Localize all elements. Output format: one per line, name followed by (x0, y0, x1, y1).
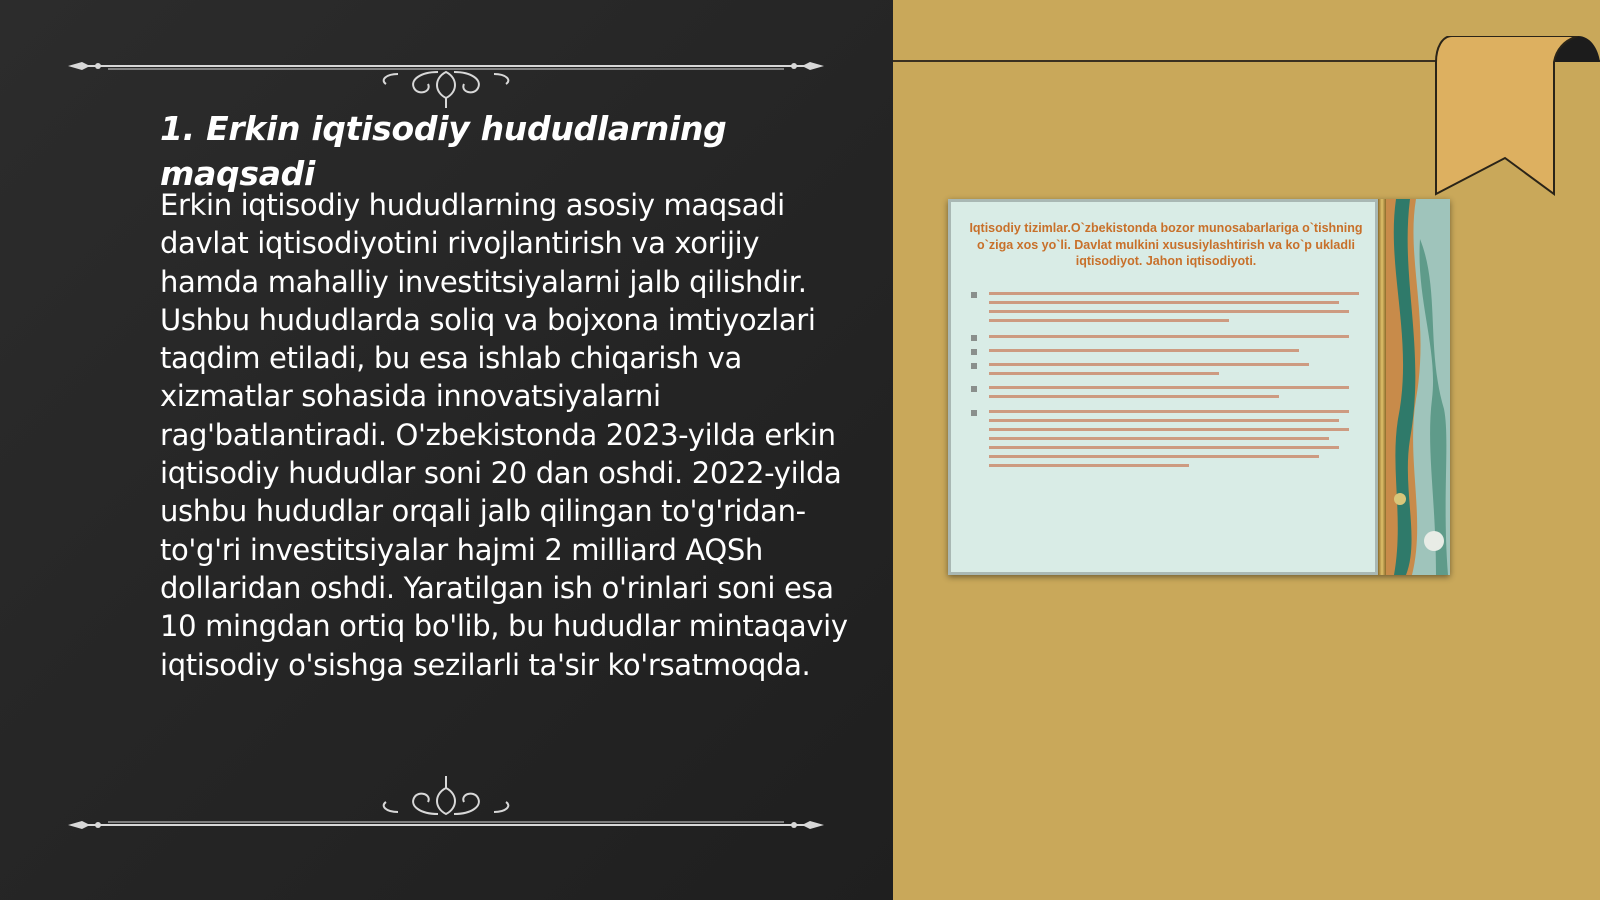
slide-body-text: Erkin iqtisodiy hududlarning asosiy maqsadi davlat iqtisodiyotini rivojlantirish va xorijiy hamda mahalliy investitsiyalarni jalb qilishdir. Ushbu hududlarda soliq va bojxona imtiyozlari taqdim etiladi, bu esa ishlab chiqarish va xizmatlar sohasida innovatsiyalarni rag'batlantiradi. O'zbekistonda 2023-yilda erkin iqtisodiy hududlar soni 20 dan oshdi. 2022-yilda ushbu hududlar orqali jalb qilingan to'g'ridan-to'g'ri investitsiyalar hajmi 2 milliard AQSh dollaridan oshdi. Yaratilgan ish o'rinlari soni esa 10 mingdan ortiq bo'lib, bu hududlar mintaqaviy iqtisodiy o'sishga sezilarli ta'sir ko'rsatmoqda. (160, 188, 848, 682)
bottom-ornament-divider (68, 770, 824, 830)
picture-heading: Iqtisodiy tizimlar.O`zbekistonda bozor munosabarlariga o`tishning o`ziga xos yo`li. Davlat mulkini xususiylashtirish va ko`p ukladli iqtisodiyot. Jahon iqtisodiyoti. (969, 221, 1363, 268)
top-ornament-divider (68, 50, 824, 110)
embedded-slide-picture (948, 199, 1450, 575)
ribbon-bookmark-icon (1432, 36, 1600, 196)
picture-gold-border (1378, 199, 1386, 575)
picture-bullet-list (969, 288, 1363, 488)
picture-document (948, 199, 1378, 575)
slide-title: 1. Erkin iqtisodiy hududlarning maqsadi (160, 109, 727, 193)
picture-decorative-artwork (1386, 199, 1450, 575)
